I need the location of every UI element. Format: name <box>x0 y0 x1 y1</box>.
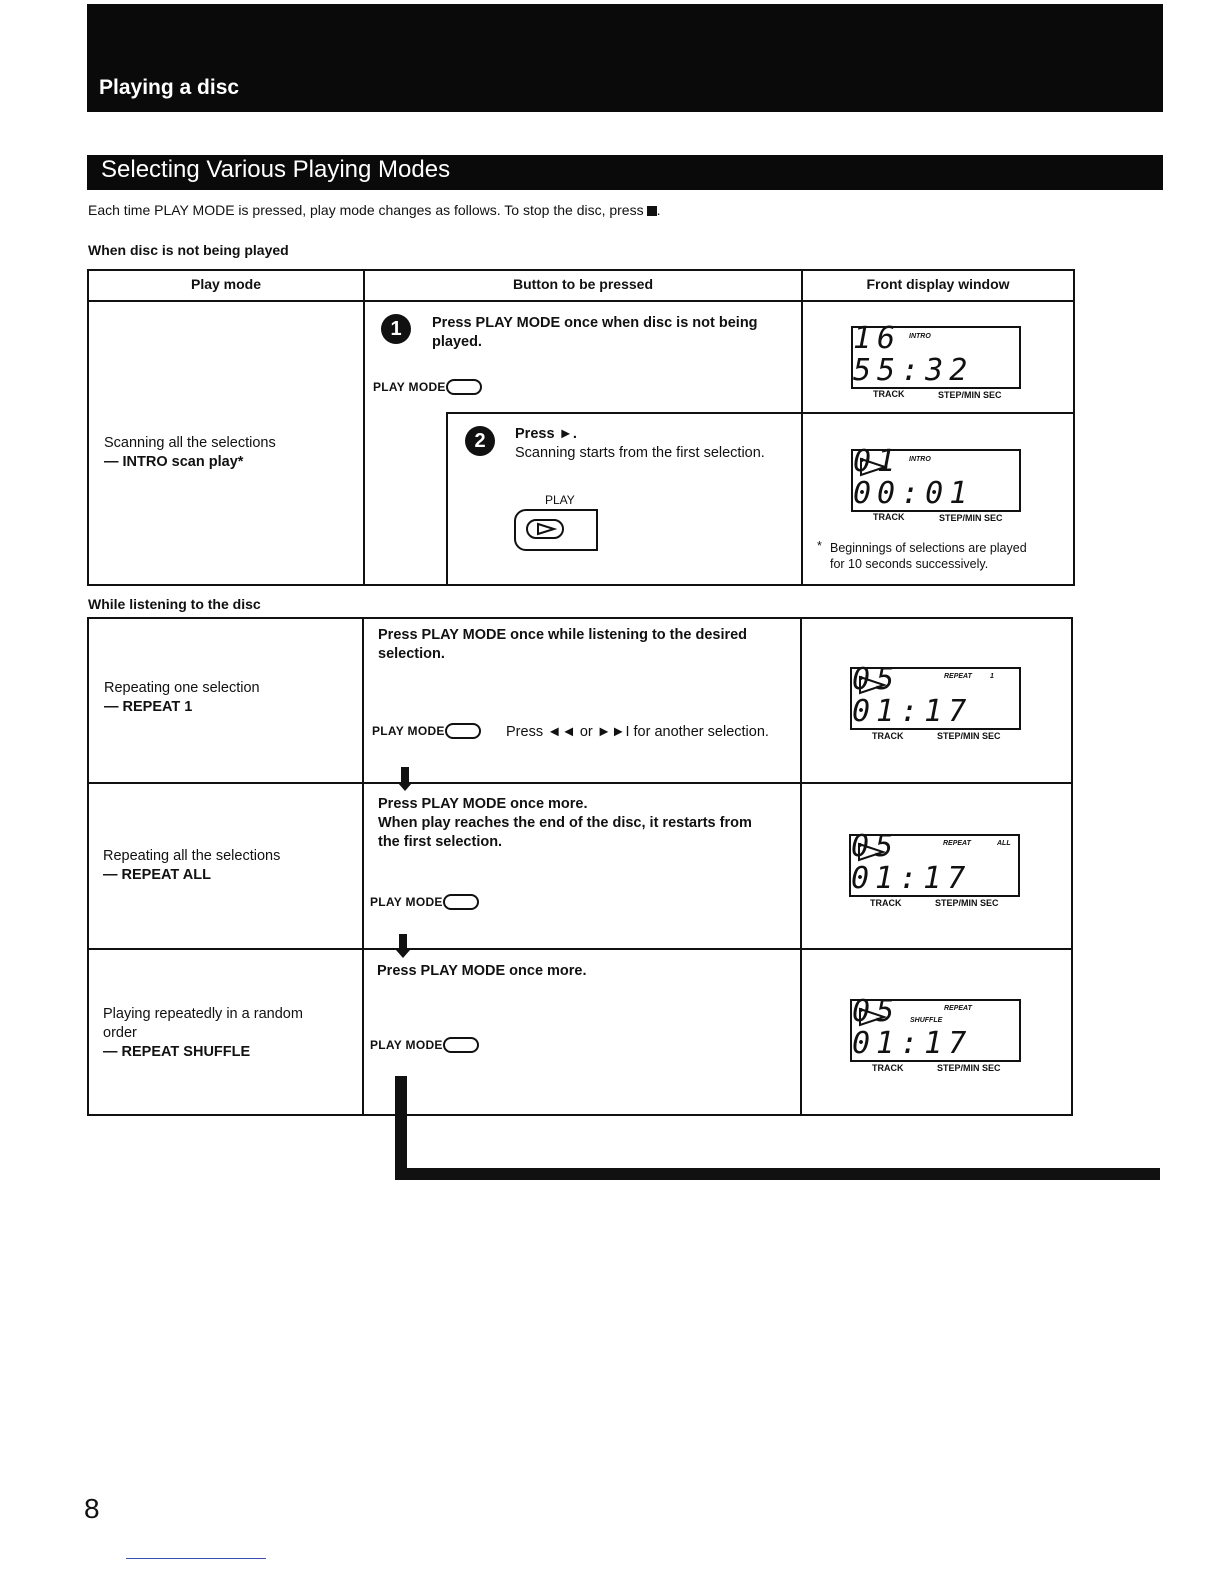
play-mode-button[interactable] <box>370 893 479 911</box>
page-header-bar <box>87 4 1163 112</box>
step-2-desc: Scanning starts from the first selection. <box>515 445 765 461</box>
repeat-shuffle-instruction: Press PLAY MODE once more. <box>377 963 587 979</box>
display-label-step: STEP/MIN SEC <box>937 731 1001 741</box>
display-indicator: ALL <box>997 840 1011 847</box>
intro-text: Each time PLAY MODE is pressed, play mode changes as follows. To stop the disc, press <box>88 202 644 218</box>
display-label-track: TRACK <box>872 1063 904 1073</box>
col-header-play-mode: Play mode <box>190 276 262 292</box>
instruction-line: the first selection. <box>378 834 503 850</box>
display-label-step: STEP/MIN SEC <box>938 390 1002 400</box>
step-1-text: Press PLAY MODE once when disc is not being played. <box>432 315 758 350</box>
instruction-line: selection. <box>378 646 445 662</box>
footer-rule <box>126 1558 266 1559</box>
down-arrow-icon <box>396 934 410 958</box>
display-digits: 16 55:32 <box>853 321 974 388</box>
skip-instruction: Press ◄◄ or ►►I for another selection. <box>506 724 769 740</box>
play-icon <box>526 519 566 541</box>
intro-paragraph: Each time PLAY MODE is pressed, play mode changes as follows. To stop the disc, press . <box>88 202 661 218</box>
footnote-line: Beginnings of selections are played <box>830 541 1027 555</box>
mode-line: Repeating one selection <box>104 680 260 696</box>
play-mode-label: PLAY MODE <box>370 1038 443 1052</box>
display-indicator: REPEAT <box>943 840 971 847</box>
decorative-bracket-vertical <box>395 1076 407 1180</box>
display-label-track: TRACK <box>870 898 902 908</box>
step-2-badge: 2 <box>465 426 495 456</box>
display-label-track: TRACK <box>873 389 905 399</box>
mode-line: order <box>103 1025 137 1041</box>
display-digits: 05 01:17 <box>851 829 972 896</box>
front-display-repeat-all <box>849 829 1020 897</box>
play-button-label: PLAY <box>545 493 575 507</box>
repeat-all-instruction <box>378 795 752 852</box>
play-mode-label: PLAY MODE <box>372 724 445 738</box>
instruction-line: Press PLAY MODE once more. <box>378 796 588 812</box>
front-display-repeat-1 <box>850 662 1021 730</box>
front-display-2 <box>851 444 1021 512</box>
down-arrow-icon <box>398 767 412 791</box>
display-digits: 05 01:17 <box>852 662 973 729</box>
play-mode-button[interactable] <box>370 1036 479 1054</box>
display-indicator: INTRO <box>909 333 931 340</box>
front-display-1 <box>851 321 1021 389</box>
instruction-line: When play reaches the end of the disc, it restarts from <box>378 815 752 831</box>
footnote <box>817 540 1027 572</box>
repeat-all-mode <box>103 847 280 885</box>
button-shape-icon <box>443 894 479 910</box>
display-label-step: STEP/MIN SEC <box>939 513 1003 523</box>
mode-name: — REPEAT SHUFFLE <box>103 1044 251 1060</box>
mode-name: — INTRO scan play* <box>104 454 244 470</box>
play-mode-label: PLAY MODE <box>370 895 443 909</box>
display-indicator: SHUFFLE <box>910 1017 943 1024</box>
repeat-1-mode <box>104 679 260 717</box>
display-indicator: INTRO <box>909 456 931 463</box>
display-digits: 01 00:01 <box>853 444 974 511</box>
mode-name: — REPEAT 1 <box>104 699 193 715</box>
page-header-title: Playing a disc <box>99 76 240 99</box>
display-label-step: STEP/MIN SEC <box>935 898 999 908</box>
display-digits: 05 01:17 <box>852 994 973 1061</box>
table2-caption: While listening to the disc <box>88 596 261 612</box>
repeat-1-instruction <box>378 626 747 664</box>
button-shape-icon <box>445 723 481 739</box>
play-mode-button[interactable] <box>372 722 481 740</box>
page-number: 8 <box>84 1493 100 1524</box>
display-label-step: STEP/MIN SEC <box>937 1063 1001 1073</box>
footnote-mark: * <box>817 539 822 553</box>
play-button[interactable] <box>514 509 598 551</box>
col-header-button: Button to be pressed <box>512 276 653 292</box>
stop-icon <box>647 206 657 216</box>
play-mode-button[interactable] <box>373 378 482 396</box>
display-indicator: REPEAT <box>944 1005 972 1012</box>
section-title-bar <box>87 155 1163 190</box>
repeat-shuffle-mode <box>103 1005 303 1062</box>
play-mode-label: PLAY MODE <box>373 380 446 394</box>
display-label-track: TRACK <box>873 512 905 522</box>
table1-caption: When disc is not being played <box>88 242 289 258</box>
button-shape-icon <box>446 379 482 395</box>
section-title: Selecting Various Playing Modes <box>101 156 451 183</box>
col-header-display: Front display window <box>866 276 1010 292</box>
mode-line: Playing repeatedly in a random <box>103 1006 303 1022</box>
instruction-line: Press PLAY MODE once while listening to the desired <box>378 627 748 643</box>
mode-line: Scanning all the selections <box>104 435 276 451</box>
intro-mode-description <box>104 434 276 472</box>
step-2-title: Press ►. <box>515 426 577 442</box>
display-label-track: TRACK <box>872 731 904 741</box>
display-indicator: 1 <box>990 673 994 680</box>
button-shape-icon <box>443 1037 479 1053</box>
mode-name: — REPEAT ALL <box>103 867 211 883</box>
footnote-line: for 10 seconds successively. <box>830 557 989 571</box>
front-display-repeat-shuffle <box>850 994 1021 1062</box>
step-2-text <box>515 425 795 463</box>
mode-line: Repeating all the selections <box>103 848 281 864</box>
decorative-bracket-horizontal <box>395 1168 1160 1180</box>
display-indicator: REPEAT <box>944 673 972 680</box>
step-1-badge: 1 <box>381 314 411 344</box>
